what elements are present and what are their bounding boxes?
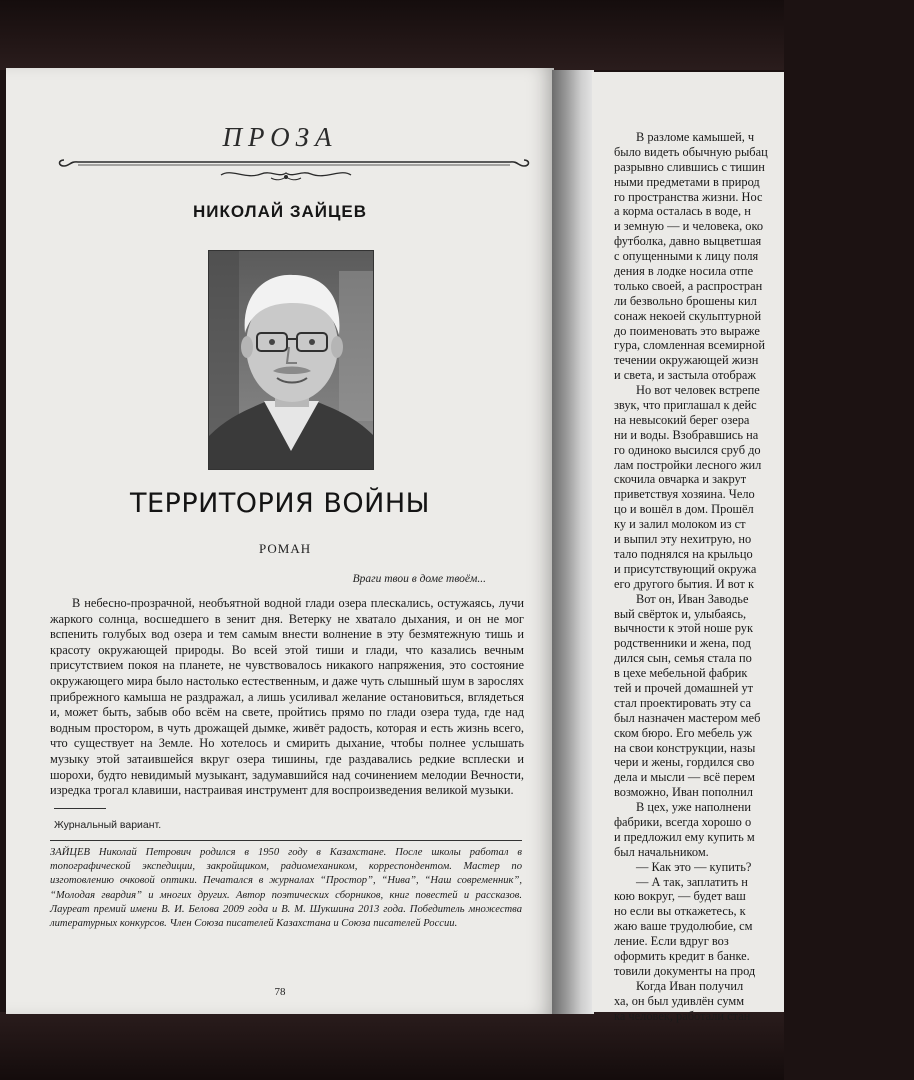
right-page-line: звук, что приглашал к дейс [614, 398, 757, 413]
page-number: 78 [274, 986, 286, 998]
section-title: ПРОЗА [222, 122, 338, 152]
right-page-line: в цехе мебельной фабрик [614, 666, 748, 681]
novel-title: ТЕРРИТОРИЯ ВОЙНЫ [130, 488, 430, 519]
right-page-line: дения в лодке носила отпе [614, 264, 754, 279]
journal-note: Журнальный вариант. [54, 819, 162, 831]
right-page-line: жаю ваше трудолюбие, см [614, 919, 753, 934]
footnote-divider [54, 808, 106, 809]
right-page-line: его другого бытия. И вот к [614, 576, 755, 591]
right-page-line: ление. Если вдруг воз [614, 934, 729, 949]
right-page-line: а корма осталась в воде, н [614, 204, 751, 219]
right-page-line: — А так, заплатить н [636, 874, 748, 889]
right-page-line: товили документы на прод [614, 963, 756, 978]
right-page-line: течении окружающей жизн [614, 353, 759, 368]
right-page-line: тало поднялся на крыльцо [614, 546, 753, 561]
epigraph: Враги твои в доме твоём... [352, 573, 486, 585]
right-page-line: Вот он, Иван Заводье [636, 591, 749, 606]
opening-paragraph: В небесно-прозрачной, необъятной водной глади озера плескались, остужаясь, лучи жаркого солнца, восшедшего в зенит дня. Ветерку не хватало дыхания, и он не мог вспенить голубых вод озера и тем самым внести волнение в эту безмятежную тишь и красоту окружающей природы. Во всей этой тиши и глади, что казались вечным присутствием покоя на планете, не чувствовалось никакого напряжения, это состояние окружающего мира было настолько естественным, и даже чуть слышный шум в зарослях прибрежного камыша не раздражал, а лишь усиливал желание остановиться, вглядеться и, может быть, забыв обо всём на свете, пройтись прямо по глади озера туда, где над водным простором, в чуть дрожащей дымке, живёт радость, которая и есть жизнь всего, что существует на Земле. Но хотелось и смирить дыхание, чтобы полнее услышать музыку этой затаившейся вкруг озера тишины, где раздавались редкие всплески и шорохи, будто невидимый музыкант, задумавшийся над сочинением мелодии Вечности, изредка трогал клавиши, настраивая инструмент для воспроизведения великой музыки. [50, 596, 524, 798]
right-page-line: приветствуя хозяина. Чело [614, 487, 755, 502]
right-page-line: возможно, Иван пополнил [614, 785, 753, 800]
right-page-line: го одиноко высился сруб до [614, 442, 761, 457]
right-page-line: ском бюро. Его мебель уж [614, 725, 753, 740]
right-page-line: — Как это — купить? [636, 859, 752, 874]
right-page-line: чери и жены, гордился сво [614, 755, 755, 770]
right-page-line: ными предметами в природ [614, 174, 760, 189]
right-page-line: ку и залил молоком из ст [614, 517, 746, 532]
right-page-line: на свои конструкции, назы [614, 740, 756, 755]
book-gutter [552, 70, 594, 1014]
right-page-line: фабрики, всегда хорошо о [614, 814, 752, 829]
right-page-line: кою вокруг, — будет ваш [614, 889, 746, 904]
right-page-line: цо и вошёл в дом. Прошёл [614, 502, 754, 517]
right-page-line: до поименовать это выраже [614, 323, 760, 338]
right-page-line: и земную — и человека, око [614, 219, 764, 234]
right-page-line: родственники и жена, под [614, 636, 751, 651]
author-photo [208, 250, 374, 470]
right-page-line: дела и мысли — всё перем [614, 770, 755, 785]
right-page-line: и выпил эту нехитрую, но [614, 532, 752, 547]
author-name: НИКОЛАЙ ЗАЙЦЕВ [193, 202, 367, 221]
right-page-line: на невысокий берег озера [614, 412, 750, 427]
right-page-line: с опущенными к лицу поля [614, 249, 759, 264]
right-page-line: было видеть обычную рыбац [614, 144, 768, 159]
genre-label: РОМАН [259, 541, 312, 556]
right-page-line: Когда Иван получил [636, 978, 744, 993]
left-page [6, 68, 554, 1014]
right-page-line: ни и воды. Взобравшись на [614, 427, 759, 442]
right-page-line: вычности к этой ноше рук [614, 621, 754, 636]
right-page-line: Но вот человек встрепе [636, 383, 760, 398]
right-page-line: только своей, а распростран [614, 278, 763, 293]
right-page-line: В цех, уже наполнени [636, 800, 751, 815]
right-page-line: был начальником. [614, 844, 709, 859]
right-page-line: футболка, давно выцветшая [614, 234, 762, 249]
right-page-line: дился сын, семья стала по [614, 651, 752, 666]
right-page-line: сонаж некоей скульптурной [614, 308, 762, 323]
right-page-line: вый свёрток и, улыбаясь, [614, 606, 747, 621]
right-page-line: и предложил ему купить м [614, 829, 755, 844]
right-page-line: гура, сломленная всемирной [614, 338, 765, 353]
bio-divider [50, 840, 522, 841]
right-page-line: тей и прочей домашней ут [614, 680, 754, 695]
right-page-line: ха, он был удивлён сумм [614, 993, 745, 1008]
right-page-text [614, 130, 914, 1023]
right-page-line: лам постройки лесного жил [614, 457, 762, 472]
right-page-line: был назначен мастером меб [614, 710, 761, 725]
right-page-line: и света, и застыла отображ [614, 368, 756, 383]
ornament-flourish-icon [211, 166, 361, 182]
right-page-line: скочила овчарка и закрут [614, 472, 747, 487]
right-page-line: го пространства жизни. Нос [614, 189, 763, 204]
right-page-line: ли безвольно брошены кил [614, 293, 757, 308]
right-page-line: ка человек, работали стан [614, 1008, 751, 1023]
right-page-line: оформить кредит в банке. [614, 948, 750, 963]
right-page-line: разрывно слившись с тишин [614, 159, 765, 174]
author-bio: ЗАЙЦЕВ Николай Петрович родился в 1950 году в Казахстане. После школы работал в топографической экспедиции, закройщиком, радиомехаником, корреспондентом. Мастер по изготовлению очковой оптики. Печатался в журналах “Простор”, “Нива”, “Наш современник”, “Молодая гвардия” и многих других. Автор поэтических сборников, книг повестей и рассказов. Лауреат премий имени В. И. Белова 2009 года и В. М. Шукшина 2013 года. Победитель множества литературных конкурсов. Член Союза писателей Казахстана и Союза писателей России. [50, 847, 522, 930]
right-page-line: и присутствующий окружа [614, 561, 757, 576]
right-page [592, 72, 784, 1023]
background-top [0, 0, 784, 70]
right-page-line: стал проектировать эту са [614, 695, 751, 710]
right-page-line: В разломе камышей, ч [636, 130, 755, 144]
right-page-line: но если вы откажетесь, к [614, 904, 746, 919]
